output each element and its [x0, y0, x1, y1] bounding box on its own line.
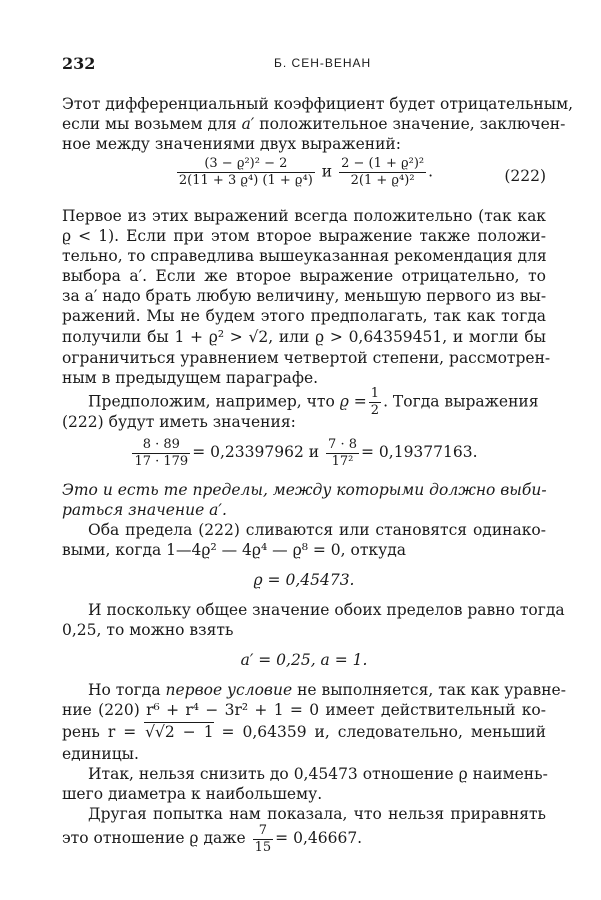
text-span: рень r =: [62, 723, 137, 741]
text-line: тельно, то справедлива вышеуказанная рекомендация для: [62, 247, 547, 265]
text-line: Этот дифференциальный коэффициент будет отрицательным,: [62, 95, 574, 113]
equation-number: (222): [504, 167, 546, 185]
text-line: Итак, нельзя снизить до 0,45473 отношение ϱ наимень-: [88, 765, 548, 783]
text-line: И поскольку общее значение обоих пределов равно тогда: [88, 601, 565, 619]
numerator: (3 − ϱ²)² − 2: [177, 156, 315, 173]
running-head: Б. СЕН-ВЕНАН: [274, 56, 372, 70]
text-line: за a′ надо брать любую величину, меньшую первого из вы-: [62, 287, 547, 305]
value: = 0,23397962: [192, 443, 304, 461]
text-line: ное между значениями двух выражений:: [62, 135, 401, 153]
fraction: [339, 156, 426, 189]
denominator: 2(1 + ϱ⁴)²: [350, 173, 415, 188]
page-number: 232: [62, 54, 96, 73]
numerator: 1: [370, 386, 380, 401]
text-line: выбора a′. Если же второе выражение отрицательно, то: [62, 267, 546, 285]
text-line: выми, когда 1—4ϱ² — 4ϱ⁴ — ϱ⁸ = 0, откуда: [62, 541, 406, 559]
fraction: [326, 437, 359, 470]
text-line: ограничиться уравнением четвертой степени, рассмотрен-: [62, 349, 551, 367]
fraction: [132, 437, 190, 470]
numerator: 2 − (1 + ϱ²)²: [341, 156, 425, 171]
text-line: шего диаметра к наибольшему.: [62, 785, 323, 803]
radicand: √2 − 1: [155, 723, 214, 741]
conjunction: и: [308, 443, 320, 461]
radical: √√2 − 1: [145, 723, 214, 741]
text-span: = 0,46667.: [275, 829, 363, 847]
page-header: [62, 54, 544, 74]
value: = 0,19377163.: [361, 443, 478, 461]
text-line: (222) будут иметь значения:: [62, 413, 296, 431]
denominator: 15: [254, 839, 272, 855]
emphasis: первое условие: [165, 681, 293, 699]
math: ϱ =: [339, 392, 367, 411]
equation-rho: ϱ = 0,45473.: [253, 571, 355, 589]
text-line: получили бы 1 + ϱ² > √2, или ϱ > 0,64359451, и могли бы: [62, 328, 546, 346]
text-line: Оба предела (222) сливаются или становятся одинако-: [88, 521, 546, 539]
denominator: 17²: [331, 453, 354, 469]
denominator: 2: [370, 403, 380, 418]
text-line: [62, 822, 546, 854]
conjunction: и: [321, 162, 333, 181]
fraction: [177, 156, 315, 189]
text-line: [62, 722, 546, 742]
fraction: [253, 823, 274, 856]
equation-values: [62, 432, 546, 472]
text-span: . Тогда выражения: [383, 392, 539, 411]
text-line: ϱ < 1). Если при этом второе выражение также положи-: [62, 227, 546, 245]
text-line: Первое из этих выражений всегда положительно (так как: [62, 207, 546, 225]
text-span: это отношение ϱ даже: [62, 829, 246, 847]
text-line: 0,25, то можно взять: [62, 621, 234, 639]
text-line: единицы.: [62, 745, 139, 763]
equation-a: a′ = 0,25, a = 1.: [240, 651, 368, 669]
text-line: Это и есть те пределы, между которыми должно выби-: [62, 481, 547, 499]
text-span: = 0,64359 и, следовательно, меньший: [221, 723, 546, 741]
text-span: Предположим, например, что: [88, 392, 335, 411]
math-a-prime: a′: [241, 115, 255, 133]
text-span: положительное значение, заключен-: [254, 115, 566, 133]
text-line: ным в предыдущем параграфе.: [62, 369, 319, 387]
text-span: если мы возьмем для: [62, 115, 237, 133]
text-line: Другая попытка нам показала, что нельзя приравнять: [88, 805, 546, 823]
text-line: [88, 680, 566, 700]
text-line: ние (220) r⁶ + r⁴ − 3r² + 1 = 0 имеет действительный ко-: [62, 701, 546, 719]
numerator: 8 · 89: [132, 437, 190, 454]
denominator: 17 · 179: [134, 453, 189, 469]
text-line: [62, 114, 566, 134]
text-line: раться значение a′.: [62, 501, 227, 519]
denominator: 2(11 + 3 ϱ⁴) (1 + ϱ⁴): [178, 173, 313, 188]
numerator: 7: [253, 823, 274, 840]
text-span: Но тогда: [88, 681, 161, 699]
text-line: ражений. Мы не будем этого предполагать, так как тогда: [62, 307, 546, 325]
numerator: 7 · 8: [328, 436, 357, 452]
text-span: не выполняется, так как уравне-: [297, 681, 566, 699]
equation-222: $\frac{\text{(3 − ϱ²)² − 2}}{\text{2(11 + 3 ϱ⁴) (1 + ϱ⁴)}}$ и $\frac{\text{2 − (1 + ϱ²)²}}{\text{2(1 + ϱ⁴)²}}$ . (222): [178, 156, 546, 188]
